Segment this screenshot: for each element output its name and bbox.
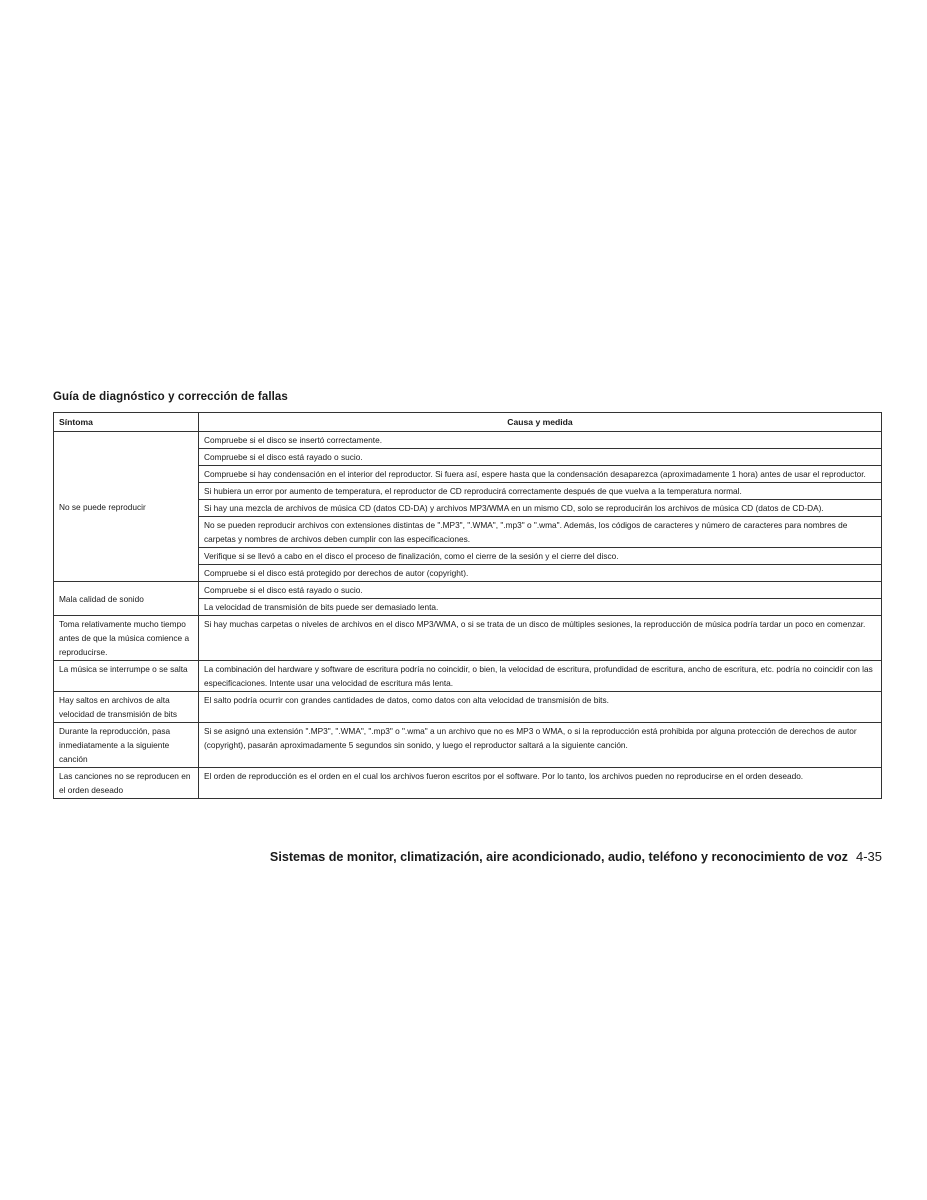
cause-cell: Si se asignó una extensión ".MP3", ".WMA", ".mp3" o ".wma" a un archivo que no es MP3 o WMA, o si la reproducción está prohibida por alguna protección de derechos de autor (copyright), pasarán aproximadamente 5 segundos sin sonido, y luego el reproductor saltará a la siguiente canción. — [199, 723, 882, 768]
header-row — [54, 413, 882, 432]
cause-cell: Verifique si se llevó a cabo en el disco el proceso de finalización, como el cierre de la sesión y el cierre del disco. — [199, 548, 882, 565]
cause-cell: Si hay muchas carpetas o niveles de archivos en el disco MP3/WMA, o si se trata de un disco de múltiples sesiones, la reproducción de música podría tardar un poco en comenzar. — [199, 616, 882, 661]
cause-cell: Si hay una mezcla de archivos de música CD (datos CD-DA) y archivos MP3/WMA en un mismo CD, solo se reproducirán los archivos de música CD (datos de CD-DA). — [199, 500, 882, 517]
cause-cell: Compruebe si el disco está rayado o sucio. — [199, 449, 882, 466]
page-footer — [270, 849, 882, 864]
cause-cell: El orden de reproducción es el orden en el cual los archivos fueron escritos por el software. Por lo tanto, los archivos pueden no reproducirse en el orden deseado. — [199, 768, 882, 799]
cause-cell: Compruebe si el disco se insertó correctamente. — [199, 432, 882, 449]
cause-cell: Compruebe si el disco está protegido por derechos de autor (copyright). — [199, 565, 882, 582]
table-row — [54, 692, 882, 723]
symptom-cell: Las canciones no se reproducen en el orden deseado — [54, 768, 199, 799]
page-number: 4-35 — [855, 849, 882, 864]
table-header — [54, 413, 882, 432]
table-row — [54, 723, 882, 768]
cause-cell: Compruebe si el disco está rayado o sucio. — [199, 582, 882, 599]
table-row — [54, 768, 882, 799]
symptom-cell: La música se interrumpe o se salta — [54, 661, 199, 692]
cause-cell: Compruebe si hay condensación en el interior del reproductor. Si fuera así, espere hasta que la condensación desaparezca (aproximadamente 1 hora) antes de usar el reproductor. — [199, 466, 882, 483]
cause-cell: No se pueden reproducir archivos con extensiones distintas de ".MP3", ".WMA", ".mp3" o ".wma". Además, los códigos de caracteres y número de caracteres para nombres de carpetas y nombres de archivos deben cumplir con las especificaciones. — [199, 517, 882, 548]
table-row — [54, 432, 882, 449]
footer-title: Sistemas de monitor, climatización, aire acondicionado, audio, teléfono y reconocimiento de voz — [269, 850, 848, 864]
header-cause: Causa y medida — [199, 413, 882, 432]
diagnostic-table — [53, 412, 882, 799]
cause-cell: El salto podría ocurrir con grandes cantidades de datos, como datos con alta velocidad de transmisión de bits. — [199, 692, 882, 723]
header-symptom: Síntoma — [54, 413, 199, 432]
table-row — [54, 661, 882, 692]
table-body — [54, 432, 882, 799]
cause-cell: La combinación del hardware y software de escritura podría no coincidir, o bien, la velocidad de escritura, profundidad de escritura, ancho de escritura, etc. podría no coincidir con las especificaciones. Intente usar una velocidad de escritura más lenta. — [199, 661, 882, 692]
cause-cell: La velocidad de transmisión de bits puede ser demasiado lenta. — [199, 599, 882, 616]
symptom-cell: Durante la reproducción, pasa inmediatamente a la siguiente canción — [54, 723, 199, 768]
table-row — [54, 582, 882, 599]
symptom-cell: Hay saltos en archivos de alta velocidad de transmisión de bits — [54, 692, 199, 723]
symptom-cell: Mala calidad de sonido — [54, 582, 199, 616]
table-row — [54, 616, 882, 661]
symptom-cell: No se puede reproducir — [54, 432, 199, 582]
symptom-cell: Toma relativamente mucho tiempo antes de que la música comience a reproducirse. — [54, 616, 199, 661]
section-title: Guía de diagnóstico y corrección de fallas — [53, 391, 288, 403]
cause-cell: Si hubiera un error por aumento de temperatura, el reproductor de CD reproducirá correctamente después de que vuelva a la temperatura normal. — [199, 483, 882, 500]
